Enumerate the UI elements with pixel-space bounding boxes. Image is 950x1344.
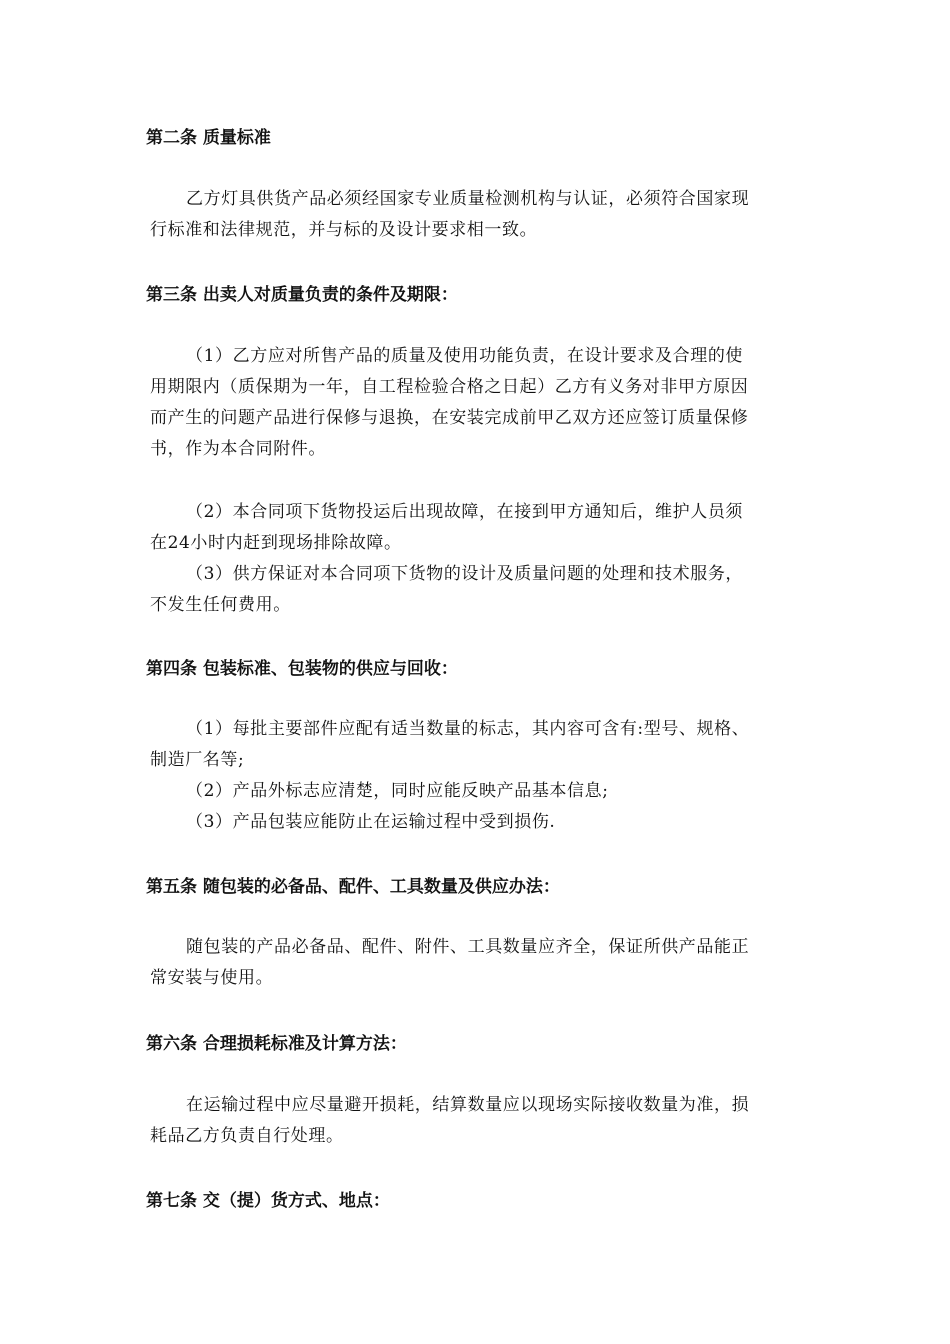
paragraph-line: （2）本合同项下货物投运后出现故障，在接到甲方通知后，维护人员须 (186, 502, 744, 522)
paragraph-line: 制造厂名等; (150, 750, 245, 770)
paragraph-line: 在24小时内赶到现场排除故障。 (150, 533, 402, 553)
paragraph-line: 行标准和法律规范，并与标的及设计要求相一致。 (150, 220, 538, 240)
paragraph-line: 而产生的问题产品进行保修与退换，在安装完成前甲乙双方还应签订质量保修 (150, 408, 749, 428)
paragraph-line: （3）产品包装应能防止在运输过程中受到损伤. (186, 812, 556, 832)
section-heading: 第七条 交（提）货方式、地点： (146, 1191, 390, 1211)
paragraph-line: 在运输过程中应尽量避开损耗，结算数量应以现场实际接收数量为准，损 (186, 1095, 750, 1115)
section-paragraph (150, 497, 810, 621)
section-paragraph (150, 932, 810, 994)
section-heading: 第二条 质量标准 (146, 128, 271, 148)
section-paragraph (150, 341, 810, 465)
section-heading: 第四条 包装标准、包装物的供应与回收： (146, 659, 458, 679)
paragraph-line: （1）每批主要部件应配有适当数量的标志，其内容可含有:型号、规格、 (186, 719, 750, 739)
paragraph-line: （2）产品外标志应清楚，同时应能反映产品基本信息; (186, 781, 609, 801)
section-paragraph (150, 1090, 810, 1152)
paragraph-line: 常安装与使用。 (150, 968, 274, 988)
section-heading: 第五条 随包装的必备品、配件、工具数量及供应办法： (146, 877, 560, 897)
paragraph-line: 书，作为本合同附件。 (150, 439, 326, 459)
section-paragraph (150, 184, 810, 246)
paragraph-line: 随包装的产品必备品、配件、附件、工具数量应齐全，保证所供产品能正 (186, 937, 750, 957)
section-heading: 第六条 合理损耗标准及计算方法： (146, 1034, 407, 1054)
paragraph-line: （3）供方保证对本合同项下货物的设计及质量问题的处理和技术服务， (186, 564, 744, 584)
paragraph-line: 不发生任何费用。 (150, 595, 291, 615)
section-heading: 第三条 出卖人对质量负责的条件及期限： (146, 285, 458, 305)
paragraph-line: 乙方灯具供货产品必须经国家专业质量检测机构与认证，必须符合国家现 (186, 189, 750, 209)
paragraph-line: 耗品乙方负责自行处理。 (150, 1126, 344, 1146)
paragraph-line: 用期限内（质保期为一年，自工程检验合格之日起）乙方有义务对非甲方原因 (150, 377, 749, 397)
section-paragraph (150, 714, 810, 838)
paragraph-line: （1）乙方应对所售产品的质量及使用功能负责，在设计要求及合理的使 (186, 346, 744, 366)
